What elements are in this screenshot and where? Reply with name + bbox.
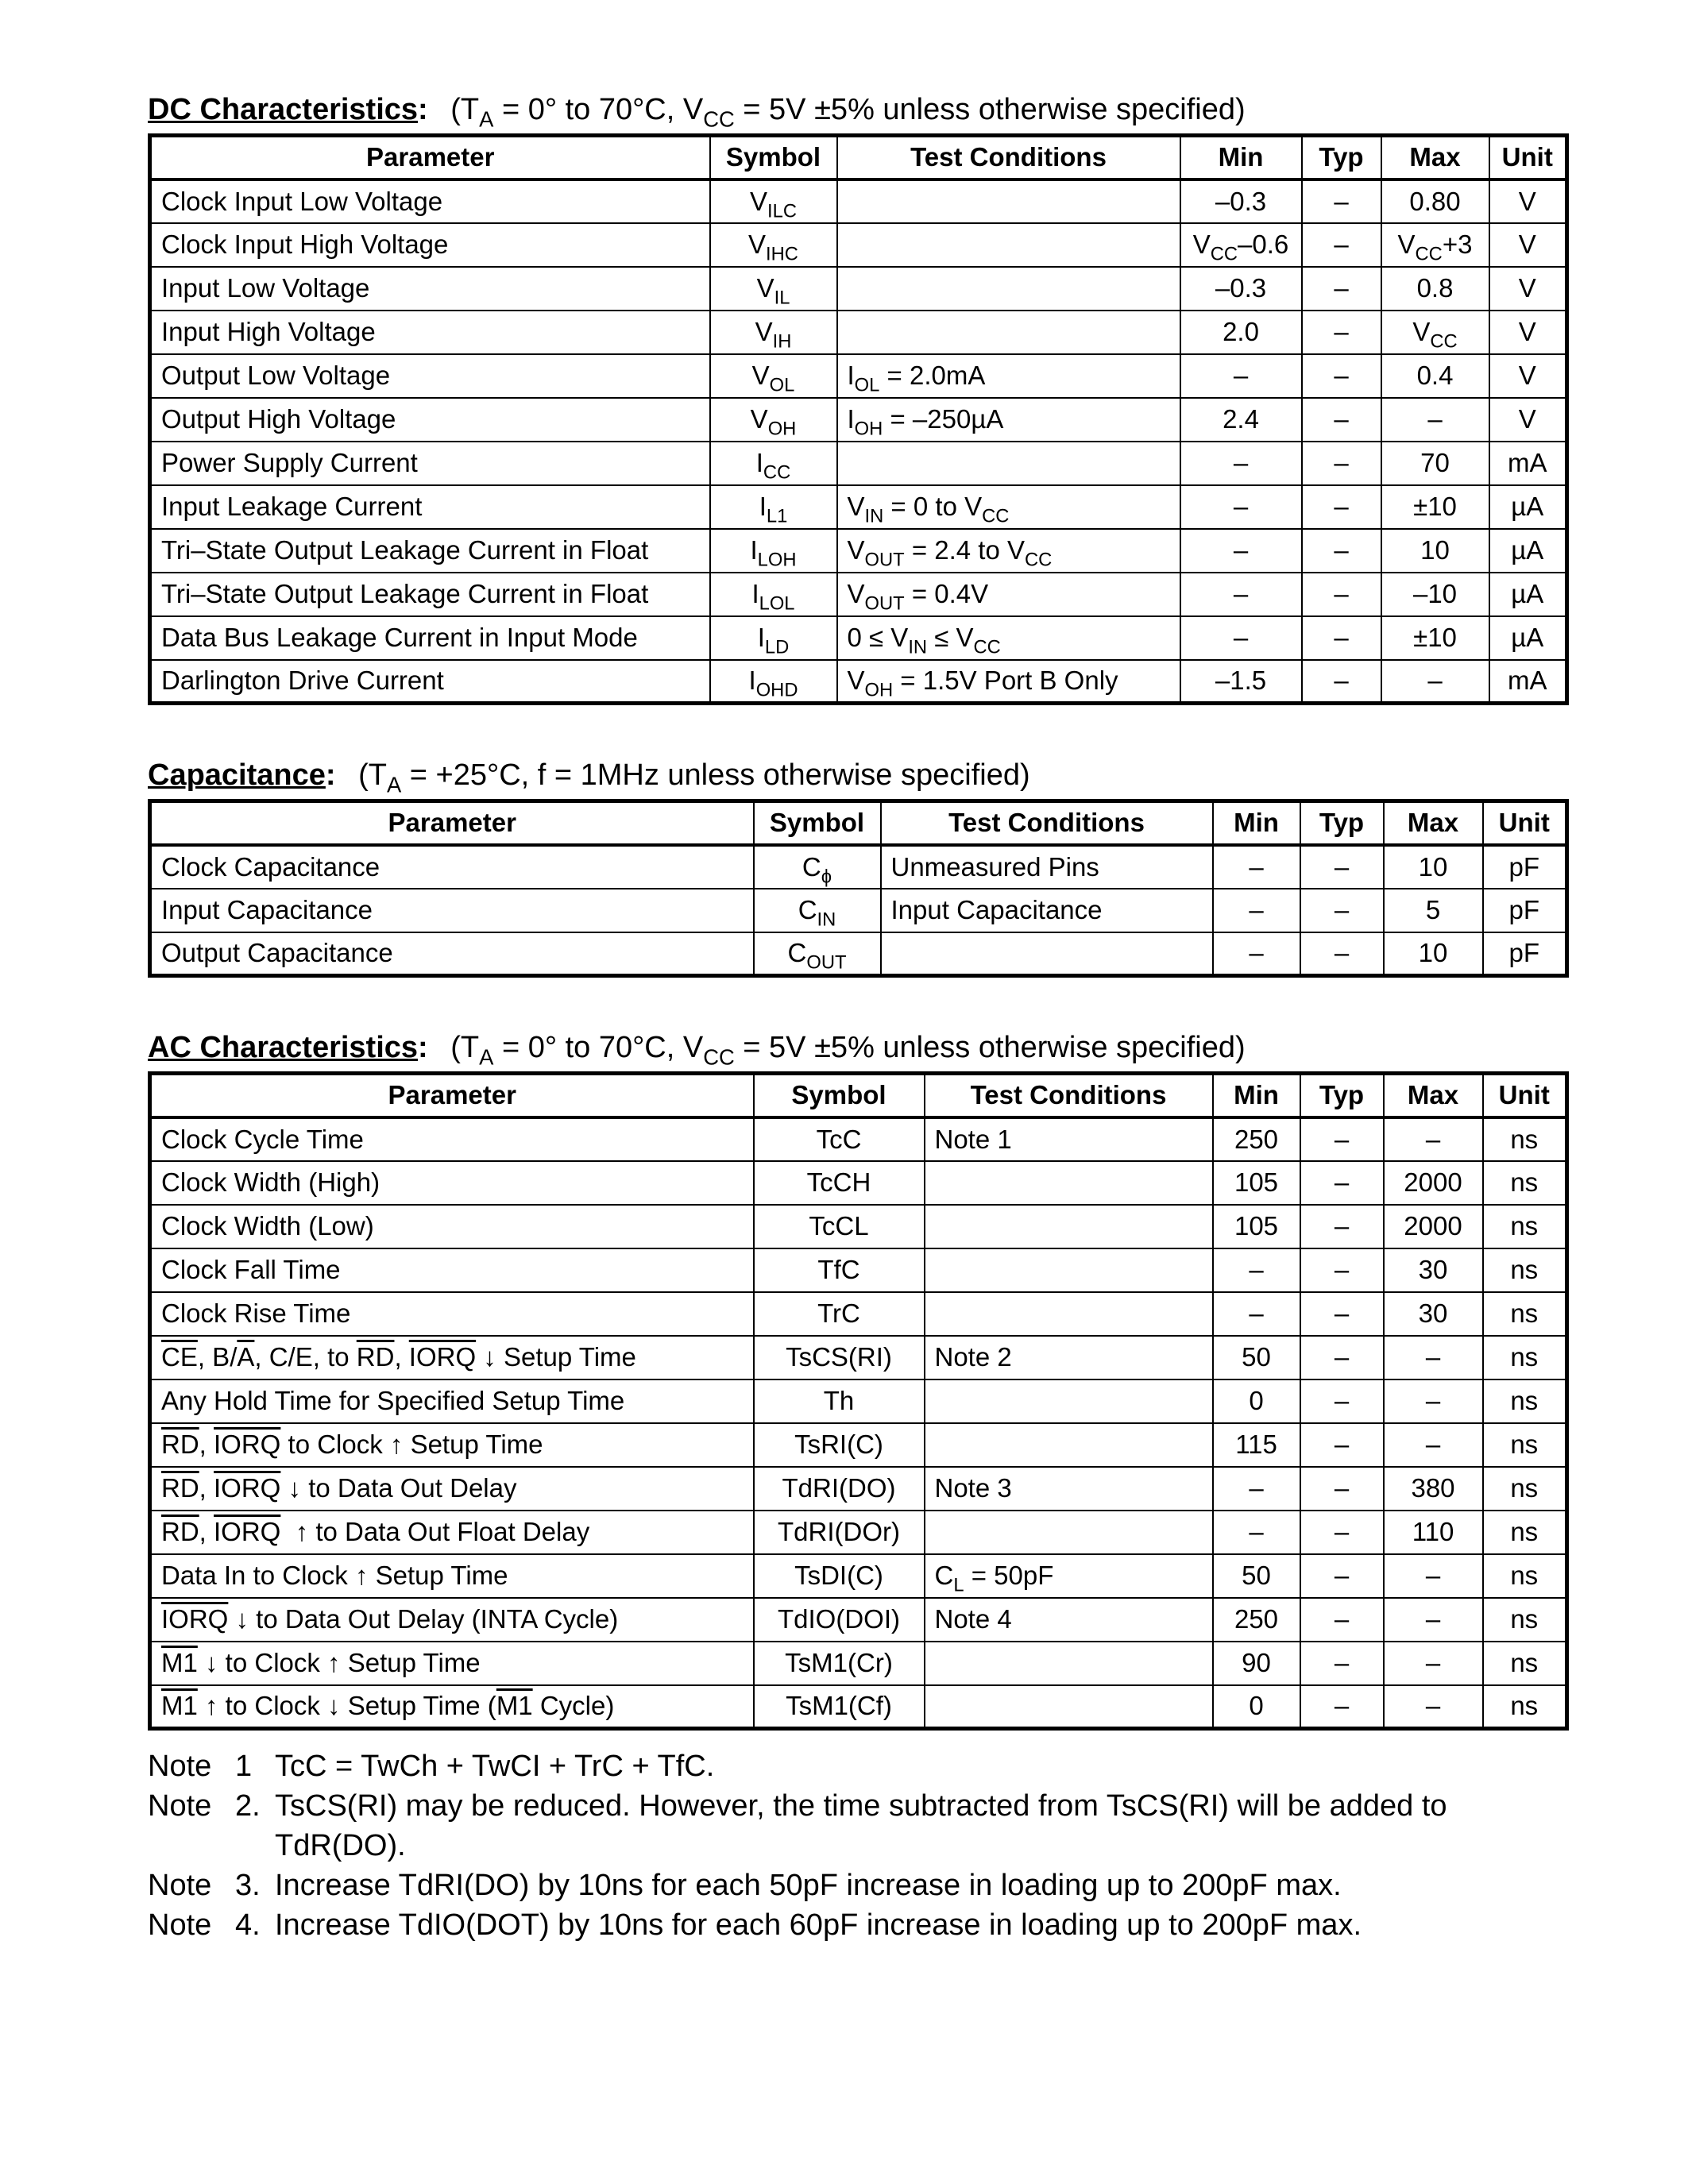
column-header-max: Max: [1381, 136, 1489, 179]
cell-parameter: Data Bus Leakage Current in Input Mode: [150, 616, 710, 660]
cell-max: 10: [1381, 529, 1489, 573]
cell-typ: –: [1302, 354, 1381, 398]
cell-max: 5: [1384, 889, 1483, 932]
table-row: [150, 932, 1567, 976]
column-header-min: Min: [1180, 136, 1302, 179]
cell-typ: –: [1300, 1642, 1384, 1685]
cell-unit: V: [1489, 267, 1567, 311]
cell-typ: –: [1300, 1117, 1384, 1161]
cell-min: –: [1180, 354, 1302, 398]
cell-typ: –: [1300, 1511, 1384, 1554]
ac-section-heading: [148, 1027, 1565, 1071]
cell-unit: µA: [1489, 616, 1567, 660]
cell-test-conditions: [925, 1161, 1213, 1205]
capacitance-section-heading: [148, 754, 1565, 799]
column-header-max: Max: [1384, 801, 1483, 845]
table-row: [150, 660, 1567, 704]
cell-min: 90: [1213, 1642, 1300, 1685]
table-row: [150, 1292, 1567, 1336]
cell-max: 70: [1381, 442, 1489, 485]
cell-symbol: TsDI(C): [754, 1554, 925, 1598]
cell-max: –: [1384, 1685, 1483, 1729]
cell-typ: –: [1302, 223, 1381, 267]
cell-unit: µA: [1489, 573, 1567, 616]
cell-parameter: Clock Width (Low): [150, 1205, 754, 1248]
cell-test-conditions: $I_{OL} = 2.0mA$: [837, 354, 1180, 398]
cell-typ: –: [1300, 932, 1384, 976]
table-row: [150, 1554, 1567, 1598]
cell-parameter: Clock Cycle Time: [150, 1117, 754, 1161]
cell-min: –: [1213, 932, 1300, 976]
cell-test-conditions: [837, 311, 1180, 354]
table-header-row: [150, 1074, 1567, 1117]
cell-parameter: Clock Input Low Voltage: [150, 179, 710, 223]
cell-symbol: $V_{OH}$: [710, 398, 837, 442]
column-header-parameter: Parameter: [150, 136, 710, 179]
column-header-test-conditions: Test Conditions: [881, 801, 1213, 845]
cell-min: –: [1213, 1292, 1300, 1336]
cell-symbol: TdRI(DO): [754, 1467, 925, 1511]
dc-section-title: DC Characteristics: [148, 93, 419, 126]
cell-max: –: [1384, 1423, 1483, 1467]
table-row: [150, 485, 1567, 529]
cell-parameter: M1 ↑ to Clock ↓ Setup Time (M1 Cycle): [150, 1685, 754, 1729]
table-row: [150, 1248, 1567, 1292]
table-row: [150, 573, 1567, 616]
cell-typ: –: [1302, 179, 1381, 223]
cell-test-conditions: [837, 267, 1180, 311]
cell-max: 0.80: [1381, 179, 1489, 223]
cell-test-conditions: Input Capacitance: [881, 889, 1213, 932]
cell-unit: V: [1489, 311, 1567, 354]
note-number: 3.: [235, 1869, 261, 1902]
cell-typ: –: [1300, 1161, 1384, 1205]
cell-max: –: [1384, 1598, 1483, 1642]
cell-symbol: TsM1(Cf): [754, 1685, 925, 1729]
table-row: [150, 1205, 1567, 1248]
cell-unit: ns: [1483, 1685, 1567, 1729]
cell-min: 105: [1213, 1205, 1300, 1248]
cell-parameter: IORQ ↓ to Data Out Delay (INTA Cycle): [150, 1598, 754, 1642]
cell-symbol: $I_{OHD}$: [710, 660, 837, 704]
cell-unit: ns: [1483, 1336, 1567, 1379]
cell-test-conditions: $V_{IN} = 0$ to $V_{CC}$: [837, 485, 1180, 529]
cell-min: $V_{CC}-0.6$: [1180, 223, 1302, 267]
cell-symbol: TdRI(DOr): [754, 1511, 925, 1554]
cell-max: 30: [1384, 1248, 1483, 1292]
cell-typ: –: [1302, 660, 1381, 704]
table-header-row: [150, 136, 1567, 179]
cell-typ: –: [1302, 442, 1381, 485]
table-row: [150, 1336, 1567, 1379]
cell-max: 10: [1384, 932, 1483, 976]
cell-symbol: $C_\phi$: [754, 845, 881, 889]
cell-parameter: Clock Capacitance: [150, 845, 754, 889]
cell-typ: –: [1300, 1685, 1384, 1729]
dc-section-heading: [148, 89, 1565, 133]
cell-unit: ns: [1483, 1554, 1567, 1598]
note-item: [148, 1746, 1565, 1786]
cell-min: –: [1213, 889, 1300, 932]
cell-parameter: Input High Voltage: [150, 311, 710, 354]
cell-symbol: TrC: [754, 1292, 925, 1336]
cell-unit: µA: [1489, 485, 1567, 529]
cell-test-conditions: [837, 179, 1180, 223]
cell-symbol: TsM1(Cr): [754, 1642, 925, 1685]
cell-symbol: $V_{IHC}$: [710, 223, 837, 267]
table-row: [150, 1117, 1567, 1161]
cell-max: –: [1384, 1642, 1483, 1685]
table-row: [150, 529, 1567, 573]
cell-typ: –: [1302, 573, 1381, 616]
cell-unit: ns: [1483, 1205, 1567, 1248]
cell-symbol: TsRI(C): [754, 1423, 925, 1467]
cell-parameter: Input Low Voltage: [150, 267, 710, 311]
cell-test-conditions: $C_L = 50pF$: [925, 1554, 1213, 1598]
note-text: TsCS(RI) may be reduced. However, the time subtracted from TsCS(RI) will be added to TdR(DO).: [275, 1789, 1447, 1862]
cell-unit: ns: [1483, 1117, 1567, 1161]
cell-symbol: $I_{LOL}$: [710, 573, 837, 616]
cell-min: 115: [1213, 1423, 1300, 1467]
column-header-parameter: Parameter: [150, 801, 754, 845]
column-header-symbol: Symbol: [710, 136, 837, 179]
cell-max: 0.4: [1381, 354, 1489, 398]
column-header-test-conditions: Test Conditions: [925, 1074, 1213, 1117]
cell-max: 30: [1384, 1292, 1483, 1336]
cell-parameter: Clock Fall Time: [150, 1248, 754, 1292]
cell-symbol: $I_{LD}$: [710, 616, 837, 660]
cell-parameter: Data In to Clock ↑ Setup Time: [150, 1554, 754, 1598]
note-tag: Note: [148, 1750, 212, 1783]
column-header-typ: Typ: [1300, 801, 1384, 845]
cell-parameter: Clock Width (High): [150, 1161, 754, 1205]
cell-test-conditions: [925, 1292, 1213, 1336]
cell-max: –: [1381, 660, 1489, 704]
cell-unit: µA: [1489, 529, 1567, 573]
column-header-symbol: Symbol: [754, 801, 881, 845]
cell-min: –1.5: [1180, 660, 1302, 704]
cell-test-conditions: [925, 1205, 1213, 1248]
cell-test-conditions: [837, 442, 1180, 485]
table-row: [150, 1642, 1567, 1685]
cell-symbol: $I_{LOH}$: [710, 529, 837, 573]
cell-unit: pF: [1483, 932, 1567, 976]
cell-min: –: [1180, 573, 1302, 616]
table-row: [150, 845, 1567, 889]
table-row: [150, 1467, 1567, 1511]
cell-min: 0: [1213, 1685, 1300, 1729]
cell-min: –: [1180, 442, 1302, 485]
cell-max: $V_{CC}+3$: [1381, 223, 1489, 267]
cell-symbol: TcCL: [754, 1205, 925, 1248]
cell-unit: ns: [1483, 1511, 1567, 1554]
cell-min: 105: [1213, 1161, 1300, 1205]
cell-typ: –: [1300, 1336, 1384, 1379]
column-header-min: Min: [1213, 801, 1300, 845]
table-row: [150, 889, 1567, 932]
cell-unit: ns: [1483, 1292, 1567, 1336]
cell-min: 0: [1213, 1379, 1300, 1423]
cell-parameter: Tri–State Output Leakage Current in Float: [150, 573, 710, 616]
cell-test-conditions: $I_{OH} = -250\mu A$: [837, 398, 1180, 442]
table-row: [150, 616, 1567, 660]
cell-max: –: [1384, 1379, 1483, 1423]
cell-unit: V: [1489, 354, 1567, 398]
cell-parameter: $\overline{CE}$, $B/\overline{A}$, C/E, to $\overline{RD}$, IORQ ↓ Setup Time: [150, 1336, 754, 1379]
ac-section-title: AC Characteristics: [148, 1031, 419, 1064]
cell-unit: ns: [1483, 1467, 1567, 1511]
note-text: TcC = TwCh + TwCI + TrC + TfC.: [275, 1750, 715, 1783]
cell-parameter: M1 ↓ to Clock ↑ Setup Time: [150, 1642, 754, 1685]
cell-parameter: Darlington Drive Current: [150, 660, 710, 704]
cell-unit: mA: [1489, 660, 1567, 704]
cell-unit: ns: [1483, 1642, 1567, 1685]
cell-parameter: $\overline{RD}$, IORQ to Clock ↑ Setup Time: [150, 1423, 754, 1467]
cell-test-conditions: Note 2: [925, 1336, 1213, 1379]
cell-typ: –: [1302, 267, 1381, 311]
cell-parameter: Input Capacitance: [150, 889, 754, 932]
table-row: [150, 223, 1567, 267]
column-header-unit: Unit: [1483, 1074, 1567, 1117]
cell-unit: ns: [1483, 1598, 1567, 1642]
table-row: [150, 1598, 1567, 1642]
cell-min: –: [1213, 845, 1300, 889]
cell-unit: ns: [1483, 1423, 1567, 1467]
cell-parameter: Output Capacitance: [150, 932, 754, 976]
cell-max: –: [1381, 398, 1489, 442]
cell-min: –0.3: [1180, 179, 1302, 223]
table-row: [150, 1379, 1567, 1423]
column-header-test-conditions: Test Conditions: [837, 136, 1180, 179]
cell-parameter: $\overline{RD}$, IORQ ↑ to Data Out Float Delay: [150, 1511, 754, 1554]
cell-min: 2.0: [1180, 311, 1302, 354]
cell-test-conditions: $V_{OUT} = 0.4V$: [837, 573, 1180, 616]
dc-section-colon: :: [418, 93, 428, 126]
table-row: [150, 267, 1567, 311]
cell-min: –0.3: [1180, 267, 1302, 311]
cell-symbol: TcC: [754, 1117, 925, 1161]
cell-parameter: Tri–State Output Leakage Current in Float: [150, 529, 710, 573]
cell-unit: pF: [1483, 845, 1567, 889]
cell-symbol: $I_{L1}$: [710, 485, 837, 529]
table-row: [150, 311, 1567, 354]
cell-symbol: $V_{IH}$: [710, 311, 837, 354]
cell-symbol: TfC: [754, 1248, 925, 1292]
notes-block: [148, 1746, 1565, 1945]
cell-min: –: [1213, 1248, 1300, 1292]
cell-typ: –: [1300, 1554, 1384, 1598]
cell-test-conditions: [925, 1423, 1213, 1467]
note-item: [148, 1905, 1565, 1945]
cell-typ: –: [1300, 845, 1384, 889]
cell-symbol: $C_{OUT}$: [754, 932, 881, 976]
cell-max: $V_{CC}$: [1381, 311, 1489, 354]
table-row: [150, 1423, 1567, 1467]
cell-symbol: $I_{CC}$: [710, 442, 837, 485]
cell-max: –: [1384, 1117, 1483, 1161]
note-tag: Note: [148, 1908, 212, 1942]
cell-typ: –: [1300, 1423, 1384, 1467]
cell-typ: –: [1302, 398, 1381, 442]
column-header-unit: Unit: [1483, 801, 1567, 845]
note-tag: Note: [148, 1789, 212, 1823]
cell-test-conditions: [837, 223, 1180, 267]
dc-section-conditions: ($T_A = 0^\circ$ to 70°C, $V_{CC} = 5V \pm 5\%$ unless otherwise specified): [450, 93, 1246, 132]
cell-min: 50: [1213, 1336, 1300, 1379]
cell-unit: ns: [1483, 1248, 1567, 1292]
cell-max: 10: [1384, 845, 1483, 889]
cell-test-conditions: $V_{OH} = 1.5V$ Port B Only: [837, 660, 1180, 704]
cell-max: 2000: [1384, 1205, 1483, 1248]
table-row: [150, 398, 1567, 442]
cell-symbol: $V_{ILC}$: [710, 179, 837, 223]
capacitance-section-title: Capacitance: [148, 758, 326, 792]
datasheet-page: [148, 89, 1565, 1945]
column-header-min: Min: [1213, 1074, 1300, 1117]
cell-test-conditions: [925, 1511, 1213, 1554]
cell-symbol: $C_{IN}$: [754, 889, 881, 932]
note-number: 4.: [235, 1908, 261, 1942]
cell-symbol: $V_{IL}$: [710, 267, 837, 311]
table-row: [150, 1511, 1567, 1554]
cell-typ: –: [1302, 529, 1381, 573]
cell-test-conditions: $0 \le V_{IN} \le V_{CC}$: [837, 616, 1180, 660]
cell-typ: –: [1300, 1379, 1384, 1423]
cell-typ: –: [1302, 616, 1381, 660]
cell-unit: mA: [1489, 442, 1567, 485]
column-header-typ: Typ: [1300, 1074, 1384, 1117]
cell-test-conditions: [925, 1248, 1213, 1292]
table-header-row: [150, 801, 1567, 845]
column-header-typ: Typ: [1302, 136, 1381, 179]
ac-section-conditions: ($T_A = 0^\circ$ to 70°C, $V_{CC} = 5V \pm 5\%$ unless otherwise specified): [450, 1031, 1246, 1070]
cell-unit: ns: [1483, 1161, 1567, 1205]
cell-test-conditions: [925, 1379, 1213, 1423]
table-row: [150, 1161, 1567, 1205]
cell-test-conditions: Unmeasured Pins: [881, 845, 1213, 889]
cell-test-conditions: Note 1: [925, 1117, 1213, 1161]
table-row: [150, 354, 1567, 398]
ac-section-colon: :: [418, 1031, 428, 1064]
cell-max: 110: [1384, 1511, 1483, 1554]
column-header-unit: Unit: [1489, 136, 1567, 179]
cell-test-conditions: [925, 1685, 1213, 1729]
cell-max: –10: [1381, 573, 1489, 616]
cell-symbol: $V_{OL}$: [710, 354, 837, 398]
cell-parameter: Power Supply Current: [150, 442, 710, 485]
column-header-symbol: Symbol: [754, 1074, 925, 1117]
cell-min: –: [1180, 616, 1302, 660]
cell-test-conditions: $V_{OUT} = 2.4$ to $V_{CC}$: [837, 529, 1180, 573]
ac-characteristics-table: [148, 1071, 1569, 1731]
cell-min: –: [1213, 1511, 1300, 1554]
table-row: [150, 1685, 1567, 1729]
cell-parameter: Output Low Voltage: [150, 354, 710, 398]
cell-symbol: TsCS(RI): [754, 1336, 925, 1379]
cell-min: –: [1213, 1467, 1300, 1511]
cell-max: ±10: [1381, 485, 1489, 529]
cell-typ: –: [1300, 1248, 1384, 1292]
cell-max: ±10: [1381, 616, 1489, 660]
cell-min: 250: [1213, 1117, 1300, 1161]
cell-parameter: Clock Rise Time: [150, 1292, 754, 1336]
cell-typ: –: [1300, 889, 1384, 932]
dc-characteristics-table: [148, 133, 1569, 705]
cell-test-conditions: [925, 1642, 1213, 1685]
table-row: [150, 442, 1567, 485]
cell-min: 2.4: [1180, 398, 1302, 442]
cell-parameter: $\overline{RD}$, IORQ ↓ to Data Out Delay: [150, 1467, 754, 1511]
cell-unit: V: [1489, 223, 1567, 267]
cell-min: –: [1180, 485, 1302, 529]
cell-max: 380: [1384, 1467, 1483, 1511]
capacitance-table: [148, 799, 1569, 978]
cell-symbol: Th: [754, 1379, 925, 1423]
cell-max: –: [1384, 1554, 1483, 1598]
note-number: 2.: [235, 1789, 261, 1823]
cell-unit: V: [1489, 398, 1567, 442]
cell-parameter: Clock Input High Voltage: [150, 223, 710, 267]
cell-parameter: Input Leakage Current: [150, 485, 710, 529]
cell-unit: ns: [1483, 1379, 1567, 1423]
note-item: [148, 1786, 1565, 1866]
cell-test-conditions: [881, 932, 1213, 976]
cell-unit: pF: [1483, 889, 1567, 932]
cell-typ: –: [1300, 1205, 1384, 1248]
column-header-parameter: Parameter: [150, 1074, 754, 1117]
cell-min: 50: [1213, 1554, 1300, 1598]
cell-typ: –: [1302, 311, 1381, 354]
note-tag: Note: [148, 1869, 212, 1902]
cell-symbol: TdIO(DOI): [754, 1598, 925, 1642]
cell-min: –: [1180, 529, 1302, 573]
note-item: [148, 1866, 1565, 1905]
cell-symbol: TcCH: [754, 1161, 925, 1205]
note-number: 1: [235, 1750, 253, 1783]
cell-unit: V: [1489, 179, 1567, 223]
cell-typ: –: [1300, 1467, 1384, 1511]
cell-typ: –: [1300, 1292, 1384, 1336]
cell-max: 0.8: [1381, 267, 1489, 311]
cell-typ: –: [1302, 485, 1381, 529]
cell-max: –: [1384, 1336, 1483, 1379]
capacitance-section-conditions: ($T_A = +25^\circ C$, f = 1MHz unless otherwise specified): [358, 758, 1030, 797]
note-text: Increase TdRI(DO) by 10ns for each 50pF increase in loading up to 200pF max.: [275, 1869, 1342, 1902]
column-header-max: Max: [1384, 1074, 1483, 1117]
capacitance-section-colon: :: [325, 758, 336, 792]
cell-min: 250: [1213, 1598, 1300, 1642]
cell-max: 2000: [1384, 1161, 1483, 1205]
cell-parameter: Any Hold Time for Specified Setup Time: [150, 1379, 754, 1423]
cell-test-conditions: Note 3: [925, 1467, 1213, 1511]
cell-test-conditions: Note 4: [925, 1598, 1213, 1642]
table-row: [150, 179, 1567, 223]
note-text: Increase TdIO(DOT) by 10ns for each 60pF increase in loading up to 200pF max.: [275, 1908, 1362, 1942]
cell-parameter: Output High Voltage: [150, 398, 710, 442]
cell-typ: –: [1300, 1598, 1384, 1642]
